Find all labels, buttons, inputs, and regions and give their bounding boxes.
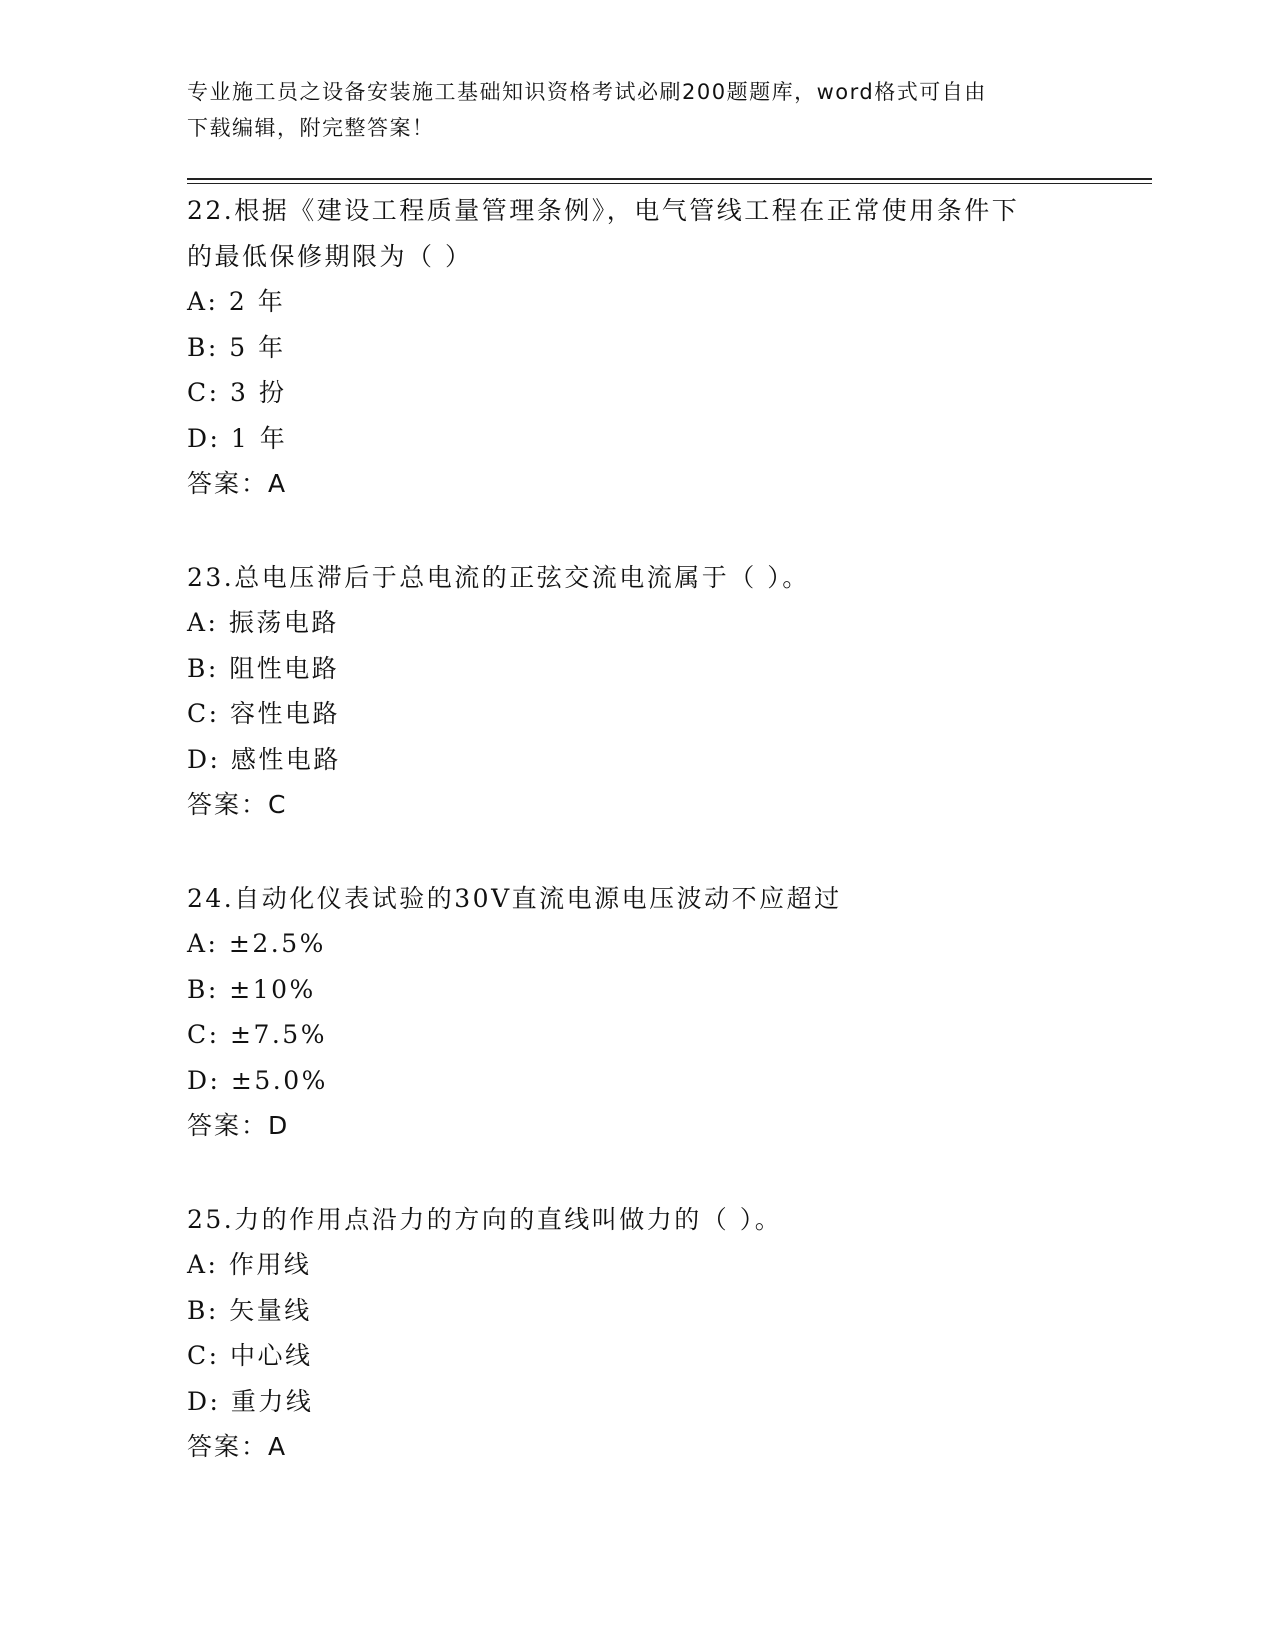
option-c: C: 容性电路 [187,699,340,728]
answer-line: 答案：A [187,469,288,498]
document-header [187,74,1067,146]
header-divider-top [187,178,1152,180]
question-24 [187,876,1107,1149]
option-d: D: 感性电路 [187,744,341,774]
option-c: C: 中心线 [187,1341,313,1370]
answer-line: 答案：C [187,790,288,819]
header-line-1: 专业施工员之设备安装施工基础知识资格考试必刷200题题库，word格式可自由 [187,80,987,104]
option-b: B: 阻性电路 [187,653,340,683]
question-stem: 23.总电压滞后于总电流的正弦交流电流属于（ ）。 [187,562,810,592]
option-b: B: ±10% [187,974,316,1004]
option-c: C: 3 扮 [187,378,287,407]
question-stem: 22.根据《建设工程质量管理条例》，电气管线工程在正常使用条件下 [187,196,1020,225]
question-stem: 24.自动化仪表试验的30V直流电源电压波动不应超过 [187,883,842,913]
question-list [187,188,1107,1518]
option-d: D: 1 年 [187,423,288,453]
question-stem: 25.力的作用点沿力的方向的直线叫做力的（ ）。 [187,1204,783,1234]
answer-line: 答案：D [187,1111,290,1140]
option-d: D: 重力线 [187,1386,314,1416]
option-a: A: 2 年 [187,287,286,316]
option-a: A: 作用线 [187,1250,312,1279]
question-25 [187,1197,1107,1470]
option-d: D: ±5.0% [187,1065,328,1095]
option-b: B: 5 年 [187,332,286,362]
question-22 [187,188,1107,507]
header-divider-bottom [187,183,1152,184]
option-a: A: ±2.5% [187,929,326,958]
question-stem-continued: 的最低保修期限为（ ） [187,241,473,271]
header-line-2: 下载编辑，附完整答案！ [187,116,435,140]
question-23 [187,555,1107,828]
option-a: A: 振荡电路 [187,608,339,637]
option-c: C: ±7.5% [187,1020,327,1049]
option-b: B: 矢量线 [187,1295,312,1325]
answer-line: 答案：A [187,1432,288,1461]
